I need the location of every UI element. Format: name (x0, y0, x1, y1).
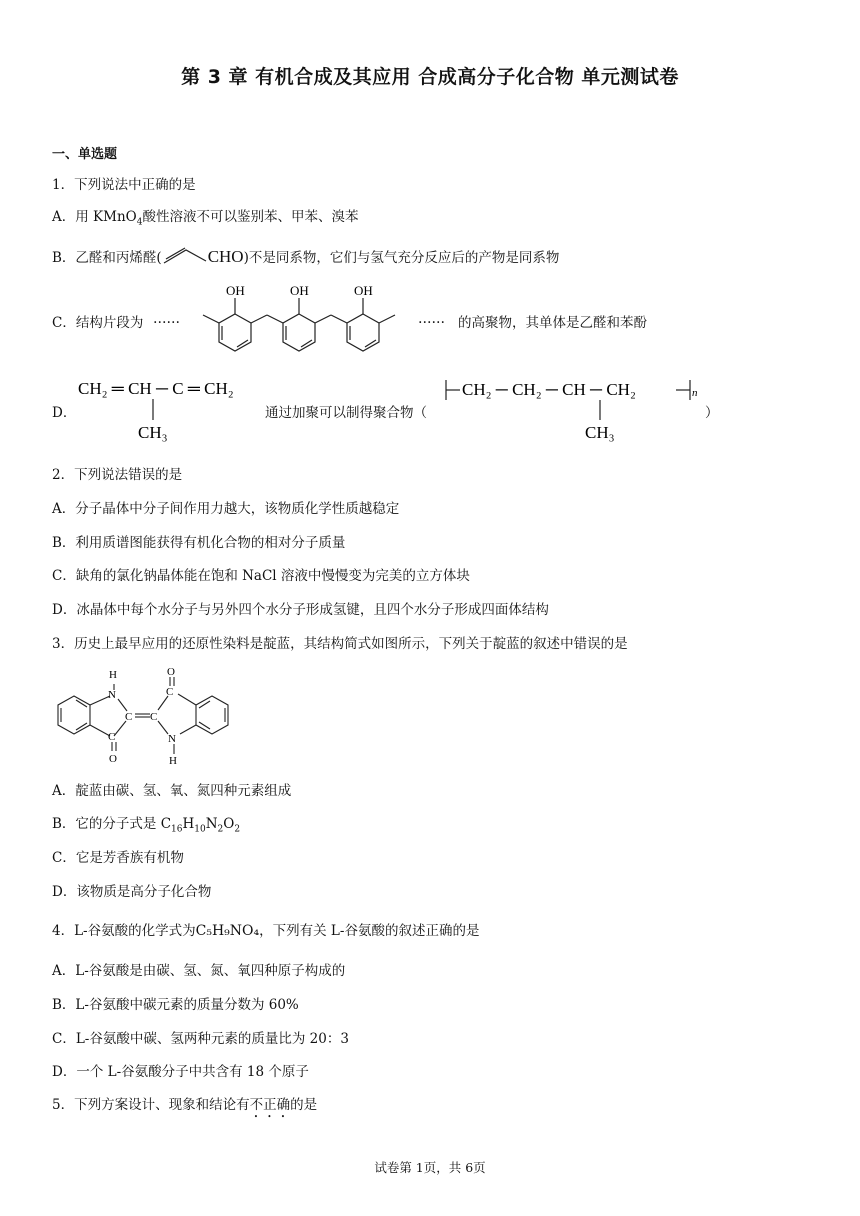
q1-option-c-rest: 的高聚物，其单体是乙醛和苯酚 (458, 315, 647, 331)
cho-label: CHO (207, 247, 244, 266)
indigo-structure (50, 664, 240, 772)
oh-label-3: OH (354, 283, 373, 298)
q3-option-d: D．该物质是高分子化合物 (52, 884, 212, 900)
q1-option-a-rest: 酸性溶液不可以鉴别苯、甲苯、溴苯 (142, 209, 359, 225)
q4-option-b: B．L-谷氨酸中碳元素的质量分数为 60% (52, 997, 299, 1013)
o-label-top: O (167, 666, 175, 678)
q2-option-a: A．分子晶体中分子间作用力越大，该物质化学性质越稳定 (52, 501, 400, 517)
emphasis-text: 不正确 (249, 1097, 291, 1113)
c-label-carbonyl-right: C (166, 686, 174, 698)
q4-option-d: D．一个 L-谷氨酸分子中共含有 18 个原子 (52, 1064, 309, 1080)
o-label-bottom: O (109, 753, 117, 765)
q2-option-d: D．冰晶体中每个水分子与另外四个水分子形成氢键，且四个水分子形成四面体结构 (52, 602, 549, 618)
monomer-ch3: CH₃ (138, 423, 168, 442)
question-3-stem: 3．历史上最早应用的还原性染料是靛蓝，其结构简式如图所示，下列关于靛蓝的叙述中错误的是 (52, 636, 628, 652)
q1-option-b-rest: )不是同系物，它们与氢气充分反应后的产物是同系物 (243, 250, 560, 266)
q3-option-c: C．它是芳香族有机物 (52, 850, 184, 866)
page-title: 第 3 章 有机合成及其应用 合成高分子化合物 单元测试卷 (181, 66, 679, 88)
acrolein-structure (162, 246, 208, 266)
subscript: 16 (171, 824, 183, 835)
question-4-stem (52, 922, 479, 940)
subscript: 2 (217, 824, 224, 835)
n-label-left: N (108, 689, 116, 701)
oh-label-2: OH (290, 283, 309, 298)
polymer-formula: CH₂ ─ CH₂ ─ CH ─ CH₂ (462, 380, 636, 399)
q1-option-d: D． (52, 405, 77, 421)
element-o: O (223, 816, 235, 832)
h-label-bottom: H (169, 755, 177, 767)
q1-option-d-close: ） (705, 405, 719, 421)
q4-stem-rest: ，下列有关 L-谷氨酸的叙述正确的是 (259, 923, 480, 939)
question-2-stem: 2．下列说法错误的是 (52, 467, 183, 483)
h-label-top: H (109, 669, 117, 681)
question-1-stem: 1．下列说法中正确的是 (52, 177, 196, 193)
q1-option-a (52, 208, 358, 232)
subscript: 10 (194, 824, 206, 835)
q2-option-c: C．缺角的氯化钠晶体能在饱和 NaCl 溶液中慢慢变为完美的立方体块 (52, 568, 470, 584)
q3-option-a: A．靛蓝由碳、氢、氧、氮四种元素组成 (52, 783, 292, 799)
q1-option-b-text: B．乙醛和丙烯醛( (52, 250, 162, 266)
c-label-left: C (125, 711, 133, 723)
q3-option-b-text: B．它的分子式是 C (52, 816, 172, 832)
q5-stem-rest: 的是 (290, 1097, 318, 1113)
q4-stem-text: 4．L-谷氨酸的化学式为 (52, 923, 196, 939)
q1-option-b (52, 246, 559, 267)
monomer-formula: CH₂ ═ CH ─ C ═ CH₂ (78, 379, 234, 398)
subscript: 4 (136, 217, 143, 228)
c-label-right: C (150, 711, 158, 723)
element-n: N (205, 816, 218, 832)
element-h: H (182, 816, 195, 832)
page-footer: 试卷第 1页，共 6页 (374, 1160, 486, 1175)
ellipsis-left: …… (153, 311, 180, 327)
q1-option-c (52, 314, 143, 332)
q4-option-a: A．L-谷氨酸是由碳、氢、氮、氧四种原子构成的 (52, 963, 346, 979)
q3-option-b (52, 815, 240, 839)
ellipsis-right: …… (418, 311, 445, 327)
glutamic-formula: C₅H₉NO₄ (195, 923, 260, 939)
polymer-n: n (692, 387, 698, 399)
phenol-formaldehyde-structure (195, 282, 415, 362)
monomer-structure (76, 372, 276, 444)
section-heading: 一、单选题 (52, 147, 118, 162)
q1-option-c-text: C．结构片段为 (52, 315, 144, 331)
oh-label-1: OH (226, 283, 245, 298)
c-label-carbonyl-left: C (108, 731, 116, 743)
q2-option-b: B．利用质谱图能获得有机化合物的相对分子质量 (52, 535, 346, 551)
q1-option-d-text: 通过加聚可以制得聚合物（ (265, 405, 427, 421)
polymer-structure (440, 370, 710, 446)
polymer-ch3: CH₃ (585, 423, 615, 442)
question-5-stem (52, 1096, 317, 1121)
subscript: 2 (234, 824, 241, 835)
n-label-right: N (168, 733, 176, 745)
q1-option-a-text: A．用 KMnO (52, 209, 137, 225)
q5-stem-text: 5．下列方案设计、现象和结论有 (52, 1097, 250, 1113)
q4-option-c: C．L-谷氨酸中碳、氢两种元素的质量比为 20：3 (52, 1031, 349, 1047)
